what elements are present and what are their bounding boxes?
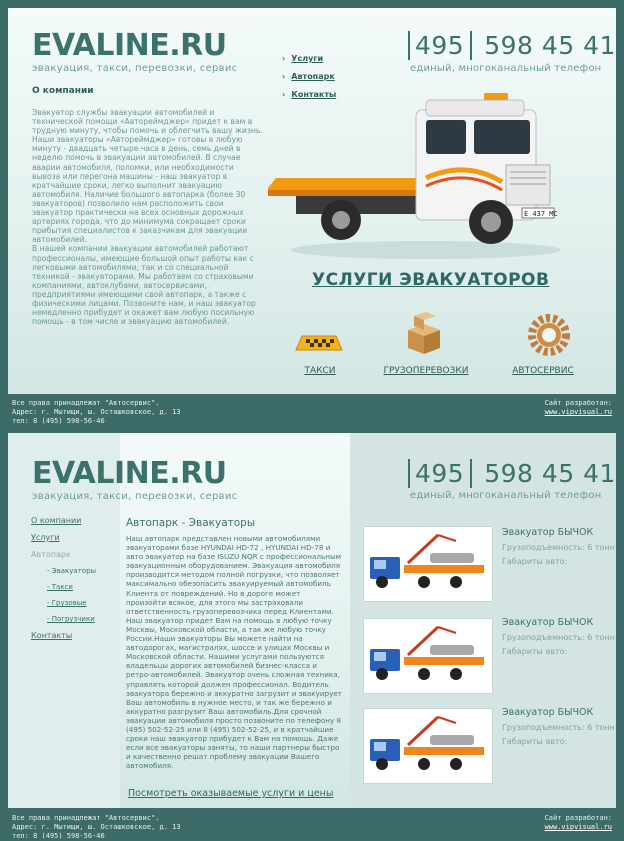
menu-item-contacts[interactable]: Контакты (31, 631, 73, 640)
phone-subtitle: единый, многоканальный телефон (410, 63, 602, 74)
homepage-panel (8, 8, 616, 394)
phone-digits: 598 45 41 (484, 459, 616, 488)
services-prices-link[interactable]: Посмотреть оказываемые услуги и цены (128, 788, 334, 799)
menu-item-fleet[interactable]: Автопарк (31, 550, 71, 559)
menu-item-services[interactable]: Услуги (31, 533, 60, 542)
fleet-card-image[interactable] (363, 526, 493, 602)
footer-info (12, 399, 181, 426)
menu-item-about[interactable]: О компании (31, 516, 82, 525)
fleet-card-size: Габариты авто: (502, 737, 568, 746)
submenu-item-loaders[interactable]: - Погрузчики (47, 615, 95, 623)
fleet-card-title[interactable]: Эвакуатор БЫЧОК (502, 617, 594, 628)
developer-label: Сайт разработан: (544, 814, 612, 822)
page-title: Автопарк - Эвакуаторы (126, 517, 256, 529)
tow-truck-thumbnail (364, 619, 490, 691)
fleet-card-capacity: Грузоподъемность: 6 тонн (502, 543, 615, 552)
phone-code: 495 (415, 31, 472, 60)
footer-address: Адрес: г. Мытищи, ш. Осташковское, д. 13 (12, 408, 181, 416)
about-heading: О компании (32, 86, 94, 96)
service-autoservice-link[interactable]: АВТОСЕРВИС (512, 366, 574, 376)
footer-address: Адрес: г. Мытищи, ш. Осташковское, д. 13 (12, 823, 181, 831)
site-tagline: эвакуация, такси, перевозки, сервис (32, 63, 238, 74)
site-tagline: эвакуация, такси, перевозки, сервис (32, 491, 238, 502)
phone-digits: 598 45 41 (484, 31, 616, 60)
phone-number (408, 460, 616, 488)
tow-truck-thumbnail (364, 709, 490, 781)
phone-code: 495 (415, 459, 472, 488)
developer-link[interactable]: www.vipvisual.ru (544, 823, 612, 831)
service-cargo-link[interactable]: ГРУЗОПЕРЕВОЗКИ (383, 366, 469, 376)
footer-phone: тел: 8 (495) 598-56-46 (12, 832, 105, 840)
nav-item-fleet[interactable]: › Автопарк (282, 72, 335, 81)
license-plate: Е 437 МС (524, 210, 558, 218)
developer-link[interactable]: www.vipvisual.ru (544, 408, 612, 416)
tow-truck-image (266, 90, 566, 265)
fleet-card-capacity: Грузоподъемность: 6 тонн (502, 723, 615, 732)
tow-truck-thumbnail (364, 527, 490, 599)
footer (8, 397, 616, 427)
fleet-card-image[interactable] (363, 708, 493, 784)
arrow-right-icon: › (282, 72, 286, 81)
arrow-right-icon: › (282, 90, 286, 99)
fleet-card-size: Габариты авто: (502, 557, 568, 566)
fleet-card-image[interactable] (363, 618, 493, 694)
site-logo[interactable]: EVALINE.RU (32, 456, 227, 491)
footer-copyright: Все права принадлежат "Автосервис". (12, 399, 160, 407)
phone-number (408, 32, 616, 60)
nav-item-services[interactable]: › Услуги (282, 54, 324, 63)
boxes-icon[interactable] (400, 310, 448, 356)
footer-info (12, 814, 181, 841)
fleet-card-title[interactable]: Эвакуатор БЫЧОК (502, 707, 594, 718)
gear-icon[interactable] (526, 312, 572, 358)
fleet-card-title[interactable]: Эвакуатор БЫЧОК (502, 527, 594, 538)
footer-developer (545, 814, 612, 832)
fleet-card-capacity: Грузоподъемность: 6 тонн (502, 633, 615, 642)
taxi-icon[interactable] (294, 330, 344, 358)
fleet-description: Наш автопарк представлен новыми автомобилями эвакуаторами базе HYUNDAI HD-72 , HYUNDAI HD-78 и авто эвакуатор на базе ISUZU NQR с профессиональным эвакуационным оборудованием. Эвакуация автомобиля производится методом полной погрузки, что позволяет максимально обезопасить эвакуируемый автомобиль Клиента от повреждений. Но в дороге может произойти всякое, для этого мы застраховали ответственность грузоперевозчика перед Клиентами. Наш эвакуатор придет Вам на помощь в любую точку Москвы, Московской области, а так же любую точку России.Наши эвакуаторы Вы можете найти на автодорогах, магистралях, шоссе и улицах Москвы и Московской области. Нашими услугами пользуются владельцы дорогих автомобилей бизнес-класса и ретро-автомобилей. Эвакуатор очень сложная техника, управлять которой должен профессионал. Водитель эвакуатора бережно и аккуратно загрузит и эвакуирует Ваш автомобиль в нужное место, и так же бережно и аккуратно разгрузит Ваш автомобиль.Для срочной эвакуации автомобиля просто позвоните по телефону 8 (495) 502-52-25 или 8 (495) 502-52-25, и в кратчайшие сроки наш эвакуатор прибудет к Вам на помощь. Даже если все эвакуаторы заняты, то наши партнеры быстро и качественно решат проблему эвакуации Вашего автомобиля. (126, 534, 342, 771)
site-logo[interactable]: EVALINE.RU (32, 28, 227, 63)
fleet-page-panel (8, 433, 616, 808)
submenu-item-taxi[interactable]: - Такси (47, 583, 73, 591)
submenu-item-trucks[interactable]: - Грузовые (47, 599, 87, 607)
service-taxi-link[interactable]: ТАКСИ (304, 366, 336, 376)
submenu-item-tow-trucks[interactable]: - Эвакуаторы (47, 567, 97, 575)
footer-copyright: Все права принадлежат "Автосервис". (12, 814, 160, 822)
fleet-card-size: Габариты авто: (502, 647, 568, 656)
developer-label: Сайт разработан: (544, 399, 612, 407)
footer (8, 812, 616, 840)
services-title[interactable]: УСЛУГИ ЭВАКУАТОРОВ (312, 270, 550, 290)
footer-phone: тел: 8 (495) 598-56-46 (12, 417, 105, 425)
about-text: Эвакуатор службы эвакуации автомобилей и технической помощи «Автореймджер» придет к вам в трудную минуту, чтобы помочь и облегчить вашу жизнь. Наши эвакуаторы «Автореймджер» готовы в любую минуту - двадцать четыре часа в день, семь дней в неделю помочь в эвакуации автомобилей. В случае аварии автомобиля, поломки, или необходимости вывоза или перегона машины - наш эвакуатор в кратчайшие сроки, легко выполнит эвакуацию автомобиля. Наличие большого автопарка (более 30 эвакуаторов) позволило нам расположить свои эвакуатор практически на всех основных дорожных артериях города, что до минимума сокращает сроки прибытия специалистов к заказчикам для эвакуации автомобилей. В нашей компании эвакуации автомобилей работают профессионалы, имеющие большой опыт работы как с легковыми автомобилями, так и со специальной техникой - эвакуаторами. Мы работаем со страховыми компаниями, автоклубами, автосервисами, предприятиями имеющими свой автопарк, а также с физическими лицами. Позвоните нам, и наш эвакуатор немедленно прибудет и окажет вам любую посильную помощь - в том числе и эвакуацию автомобилей. (32, 108, 263, 327)
arrow-right-icon: › (282, 54, 286, 63)
side-menu (31, 516, 96, 648)
nav-item-contacts[interactable]: › Контакты (282, 90, 337, 99)
footer-developer (545, 399, 612, 417)
phone-subtitle: единый, многоканальный телефон (410, 490, 602, 501)
